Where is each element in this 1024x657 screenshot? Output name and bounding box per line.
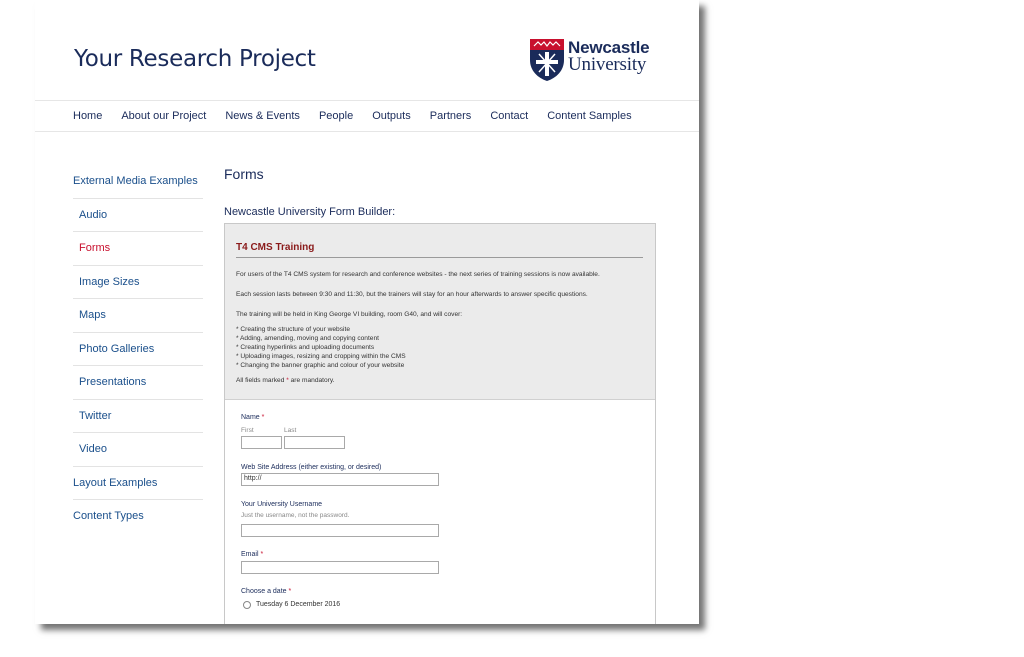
topic-list	[236, 325, 643, 370]
required-marker: *	[286, 377, 289, 384]
intro-paragraph-2: Each session lasts between 9:30 and 11:30, but the trainers will stay for an hour afterwards to answer specific questions.	[236, 291, 588, 298]
name-label	[241, 414, 264, 421]
email-label-text: Email	[241, 551, 259, 558]
logo-wordmark-line2: University	[568, 54, 647, 75]
nav-item-people[interactable]: People	[318, 110, 354, 122]
form-builder-heading: Newcastle University Form Builder:	[224, 206, 396, 218]
form-heading: T4 CMS Training	[236, 242, 643, 258]
nav-item-home[interactable]: Home	[73, 110, 103, 122]
username-hint: Just the username, not the password.	[241, 512, 350, 519]
website-label: Web Site Address (either existing, or desired)	[241, 464, 382, 471]
form-intro	[225, 224, 655, 400]
nav-item-news-events[interactable]: News & Events	[225, 110, 300, 122]
nav-item-partners[interactable]: Partners	[429, 110, 472, 122]
required-marker: *	[288, 588, 292, 595]
last-name-input[interactable]	[284, 436, 345, 449]
site-title[interactable]: Your Research Project	[74, 46, 316, 72]
last-name-sublabel: Last	[284, 427, 297, 434]
required-marker: *	[260, 551, 264, 558]
sidebar-item-video[interactable]: Video	[73, 433, 203, 467]
form-fields	[225, 400, 655, 624]
mandatory-note-suffix: are mandatory.	[290, 377, 335, 384]
shield-crest-icon	[529, 38, 565, 82]
sidebar-item-image-sizes[interactable]: Image Sizes	[73, 266, 203, 300]
list-item: * Creating hyperlinks and uploading documents	[236, 344, 375, 351]
sidebar-item-external-media[interactable]: External Media Examples	[73, 165, 203, 199]
email-input[interactable]	[241, 561, 439, 574]
date-option-radio[interactable]	[243, 601, 251, 609]
nav-item-content-samples[interactable]: Content Samples	[547, 110, 632, 122]
date-label	[241, 588, 291, 595]
logo-wordmark-line1: Newcastle	[568, 38, 650, 57]
sidebar-item-content-types[interactable]: Content Types	[73, 510, 144, 522]
list-item: * Adding, amending, moving and copying content	[236, 335, 379, 342]
intro-paragraph-3: The training will be held in King George VI building, room G40, and will cover:	[236, 311, 463, 318]
intro-paragraph-1: For users of the T4 CMS system for research and conference websites - the next series of training sessions is now available.	[236, 271, 600, 278]
sidebar-item-presentations[interactable]: Presentations	[73, 366, 203, 400]
sidebar-item-twitter[interactable]: Twitter	[73, 400, 203, 434]
date-label-text: Choose a date	[241, 588, 287, 595]
required-marker: *	[261, 414, 265, 421]
sidebar-item-layout-examples[interactable]: Layout Examples	[73, 467, 203, 501]
page	[35, 0, 699, 624]
page-title: Forms	[224, 166, 264, 182]
list-item: * Uploading images, resizing and cropping within the CMS	[236, 353, 406, 360]
university-logo[interactable]	[529, 38, 661, 82]
date-option-label[interactable]: Tuesday 6 December 2016	[256, 601, 341, 608]
website-input[interactable]: http://	[241, 473, 439, 486]
username-label: Your University Username	[241, 501, 323, 508]
sidebar-item-maps[interactable]: Maps	[73, 299, 203, 333]
form-container	[224, 223, 656, 624]
mandatory-note-prefix: All fields marked	[236, 377, 285, 384]
sidebar	[73, 165, 203, 534]
list-item: * Creating the structure of your website	[236, 326, 350, 333]
main-nav	[35, 100, 699, 132]
first-name-sublabel: First	[241, 427, 254, 434]
nav-item-contact[interactable]: Contact	[490, 110, 529, 122]
username-input[interactable]	[241, 524, 439, 537]
first-name-input[interactable]	[241, 436, 282, 449]
sidebar-item-audio[interactable]: Audio	[73, 199, 203, 233]
list-item: * Changing the banner graphic and colour of your website	[236, 362, 405, 369]
mandatory-note	[236, 376, 643, 385]
nav-item-outputs[interactable]: Outputs	[372, 110, 411, 122]
sidebar-item-photo-galleries[interactable]: Photo Galleries	[73, 333, 203, 367]
sidebar-item-forms[interactable]: Forms	[73, 232, 203, 266]
email-label	[241, 551, 263, 558]
nav-item-about[interactable]: About our Project	[121, 110, 207, 122]
name-label-text: Name	[241, 414, 260, 421]
